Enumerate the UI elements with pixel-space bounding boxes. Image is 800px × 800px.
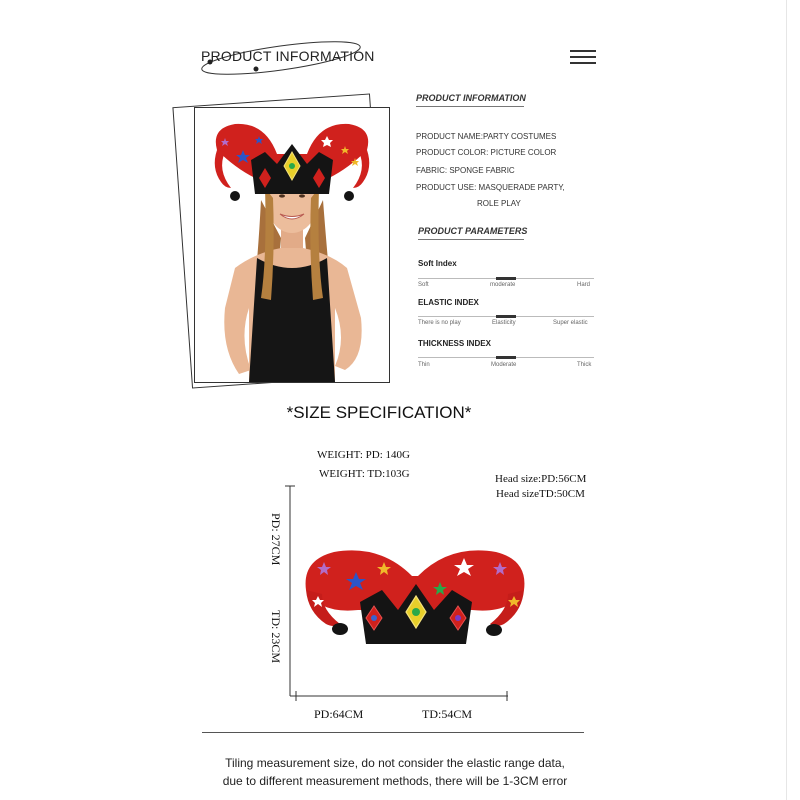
weight-td: WEIGHT: TD:103G — [319, 468, 410, 480]
product-parameters-heading: PRODUCT PARAMETERS — [418, 226, 528, 236]
head-size-pd: Head size:PD:56CM — [495, 473, 587, 485]
fabric-line: FABRIC: SPONGE FABRIC — [416, 166, 515, 175]
section-divider — [202, 732, 584, 733]
soft-index-label: Soft Index — [418, 259, 457, 268]
thickness-index-label: THICKNESS INDEX — [418, 339, 491, 348]
product-name-line: PRODUCT NAME:PARTY COSTUMES — [416, 132, 557, 141]
model-wearing-jester-hat-illustration — [195, 108, 389, 382]
soft-index-tick-low: Soft — [418, 282, 429, 288]
soft-index-marker — [496, 277, 516, 280]
soft-index-tick-high: Hard — [577, 282, 591, 288]
measurement-note-line-2: due to different measurement methods, there will be 1-3CM error — [222, 774, 568, 788]
width-pd-label: PD:64CM — [314, 707, 364, 721]
height-pd-label: PD: 27CM — [269, 513, 283, 566]
jester-hat-product-illustration — [300, 540, 530, 650]
thickness-index-tick-mid: Moderate — [491, 362, 517, 368]
thickness-index-marker — [496, 356, 516, 359]
page-edge — [786, 0, 787, 800]
product-info-heading: PRODUCT INFORMATION — [416, 93, 526, 103]
head-size-td: Head sizeTD:50CM — [496, 488, 585, 500]
hamburger-menu-icon[interactable] — [570, 50, 596, 64]
page-title: PRODUCT INFORMATION — [201, 48, 375, 64]
product-parameters-underline — [418, 239, 524, 240]
product-use-line: PRODUCT USE: MASQUERADE PARTY, — [416, 183, 565, 192]
elastic-index-tick-mid: Elasticity — [492, 320, 516, 326]
product-photo — [194, 107, 390, 383]
thickness-index-tick-high: Thick — [577, 362, 592, 368]
product-color-line: PRODUCT COLOR: PICTURE COLOR — [416, 148, 557, 157]
elastic-index-label: ELASTIC INDEX — [418, 298, 479, 307]
size-specification-title: *SIZE SPECIFICATION* — [286, 403, 472, 422]
product-info-underline — [416, 106, 524, 107]
height-td-label: TD: 23CM — [269, 610, 283, 664]
elastic-index-tick-high: Super elastic — [553, 320, 588, 326]
soft-index-tick-mid: moderate — [490, 282, 516, 288]
measurement-note-line-1: Tiling measurement size, do not consider the elastic range data, — [225, 756, 565, 770]
thickness-index-tick-low: Thin — [418, 362, 430, 368]
weight-pd: WEIGHT: PD: 140G — [317, 449, 410, 461]
elastic-index-tick-low: There is no play — [418, 320, 461, 326]
product-use-continuation: ROLE PLAY — [477, 199, 521, 208]
width-td-label: TD:54CM — [422, 707, 473, 721]
elastic-index-marker — [496, 315, 516, 318]
